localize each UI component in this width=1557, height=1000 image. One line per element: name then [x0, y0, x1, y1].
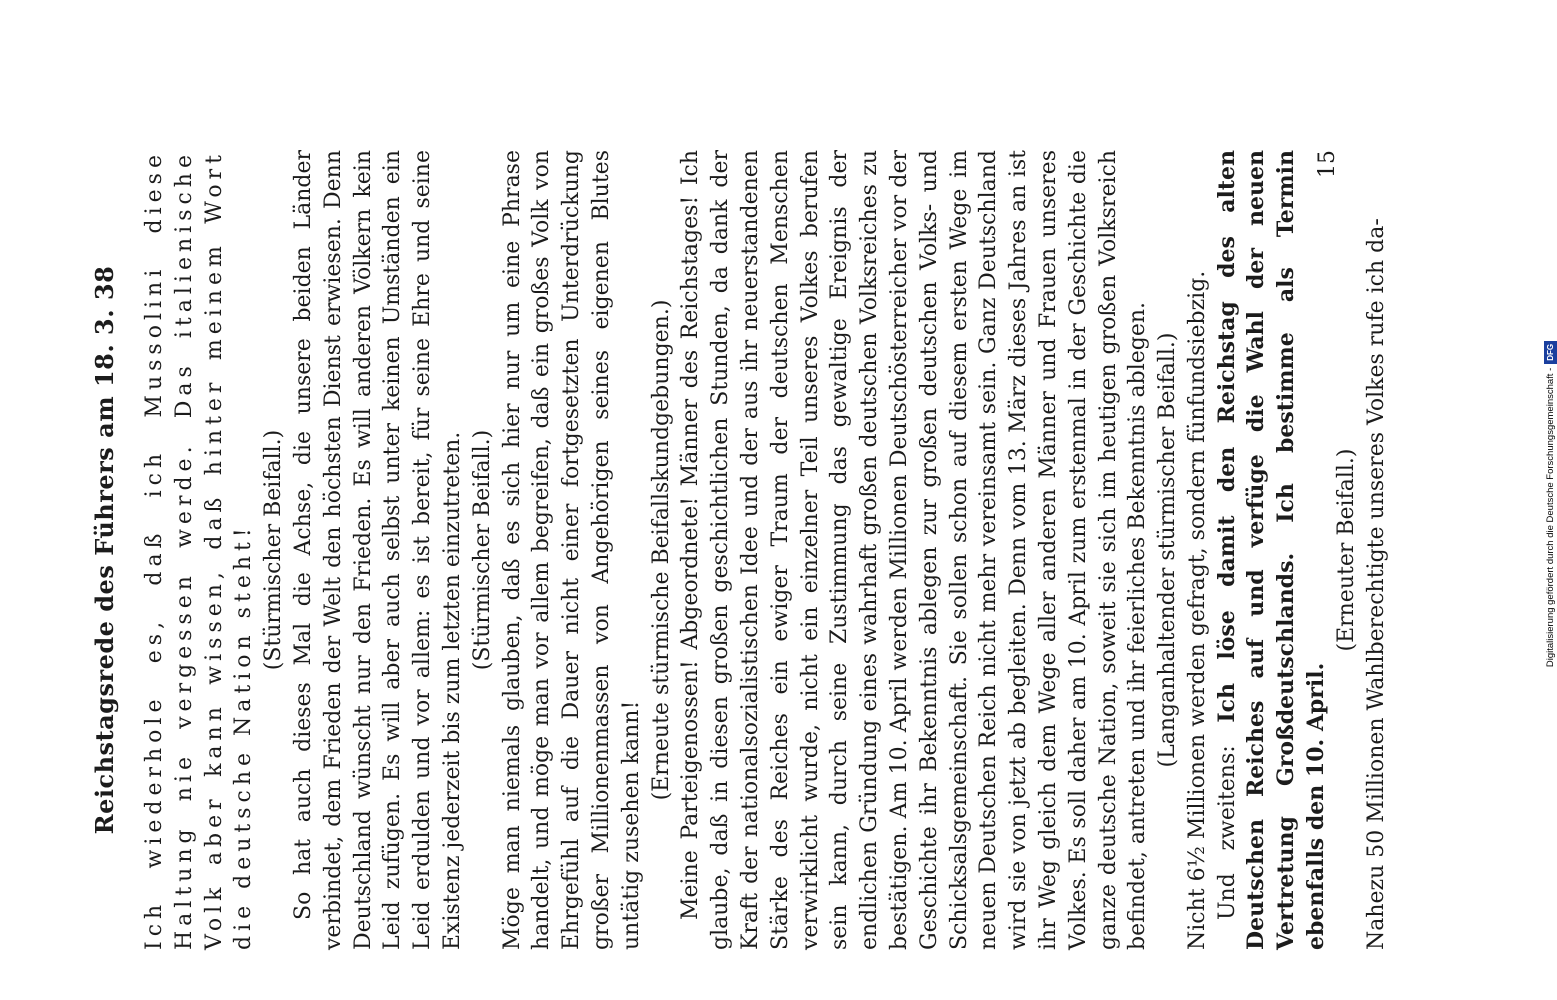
page-body	[140, 150, 1391, 950]
paragraph-parteigenossen: Meine Parteigenossen! Abgeordnete! Männer des Reichstages! Ich glaube, daß in diesen großen geschichtlichen Stunden, da dank der Kraft der nationalsozialistischen Idee und der aus ihr neuerstandenen Stärke des Reiches ein ewiger Traum der deutschen Menschen verwirklicht wurde, nicht ein einzelner Teil unseres Volkes berufen sein kann, durch seine Zustimmung das gewaltige Ereignis der endlichen Gründung eines wahrhaft großen deutschen Volksreiches zu bestätigen. Am 10. April werden Millionen Deutschösterreicher vor der Geschichte ihr Bekenntnis ablegen zur großen deutschen Volks- und Schicksalsgemeinschaft. Sie sollen schon auf diesem ersten Wege im neuen Deutschen Reich nicht mehr vereinsamt sein. Ganz Deutschland wird sie von jetzt ab begleiten. Denn vom 13. März dieses Jahres an ist ihr Weg gleich dem Wege aller anderen Männer und Frauen unseres Volkes. Es soll daher am 10. April zum erstenmal in der Geschichte die ganze deutsche Nation, soweit sie sich im heutigen großen Volksreich befindet, antreten und ihr feierliches Bekenntnis ablegen.	[678, 150, 1151, 950]
applause-note: (Erneuter Beifall.)	[1333, 448, 1359, 652]
document-page	[90, 150, 1410, 950]
paragraph-achse: So hat auch dieses Mal die Achse, die unsere beiden Länder verbindet, dem Frieden der Welt den höchsten Dienst erwiesen. Denn Deutschland wünscht nur den Frieden. Es will anderen Völkern kein Leid zufügen. Es will aber auch selbst unter keinen Umständen ein Leid erdulden und vor allem: es ist bereit, für seine Ehre und seine Existenz jederzeit bis zum letzten einzutreten.	[290, 150, 465, 950]
applause-note: (Stürmischer Beifall.)	[469, 429, 495, 671]
page-number: 15	[1315, 150, 1340, 178]
paragraph-zweitens	[1213, 150, 1332, 950]
paragraph-wahlberechtigte: Nahezu 50 Millionen Wahlberechtigte unseres Volkes rufe ich da-	[1363, 218, 1389, 950]
credit-text: Digitalisierung gefördert durch die Deutsche Forschungsgemeinschaft -	[1544, 367, 1556, 668]
applause-note: (Langanhaltender stürmischer Beifall.)	[1155, 332, 1181, 768]
applause-note: (Erneute stürmische Beifallskundgebungen.)	[648, 299, 674, 801]
dfg-logo-icon: DFG	[1544, 341, 1557, 364]
digitization-credit	[1543, 274, 1557, 734]
paragraph-mussolini: Ich wiederhole es, daß ich Mussolini diese Haltung nie vergessen werde. Das italienische Volk aber kann wissen, daß hinter meinem Wort die deutsche Nation steht!	[142, 150, 257, 950]
page-header: Reichstagsrede des Führers am 18. 3. 38	[90, 265, 119, 835]
paragraph-millionen: Nicht 6½ Millionen werden gefragt, sondern fünfundsiebzig.	[1184, 270, 1210, 950]
zweitens-lead: Und zweitens:	[1214, 745, 1240, 920]
zweitens-decree: Ich löse damit den Reichstag des alten Deutschen Reiches auf und verfüge die Wahl der neuen Vertretung Großdeutschlands. Ich bestimme als Termin ebenfalls den 10. April.	[1213, 150, 1330, 950]
paragraph-phrase: Möge man niemals glauben, daß es sich hier nur um eine Phrase handelt, und möge man vor allem begreifen, daß ein großes Volk von Ehrgefühl auf die Dauer nicht einer fortgesetzten Unterdrückung großer Millionenmassen von Angehörigen seines eigenen Blutes untätig zusehen kann!	[499, 150, 644, 950]
applause-note: (Stürmischer Beifall.)	[261, 429, 287, 671]
